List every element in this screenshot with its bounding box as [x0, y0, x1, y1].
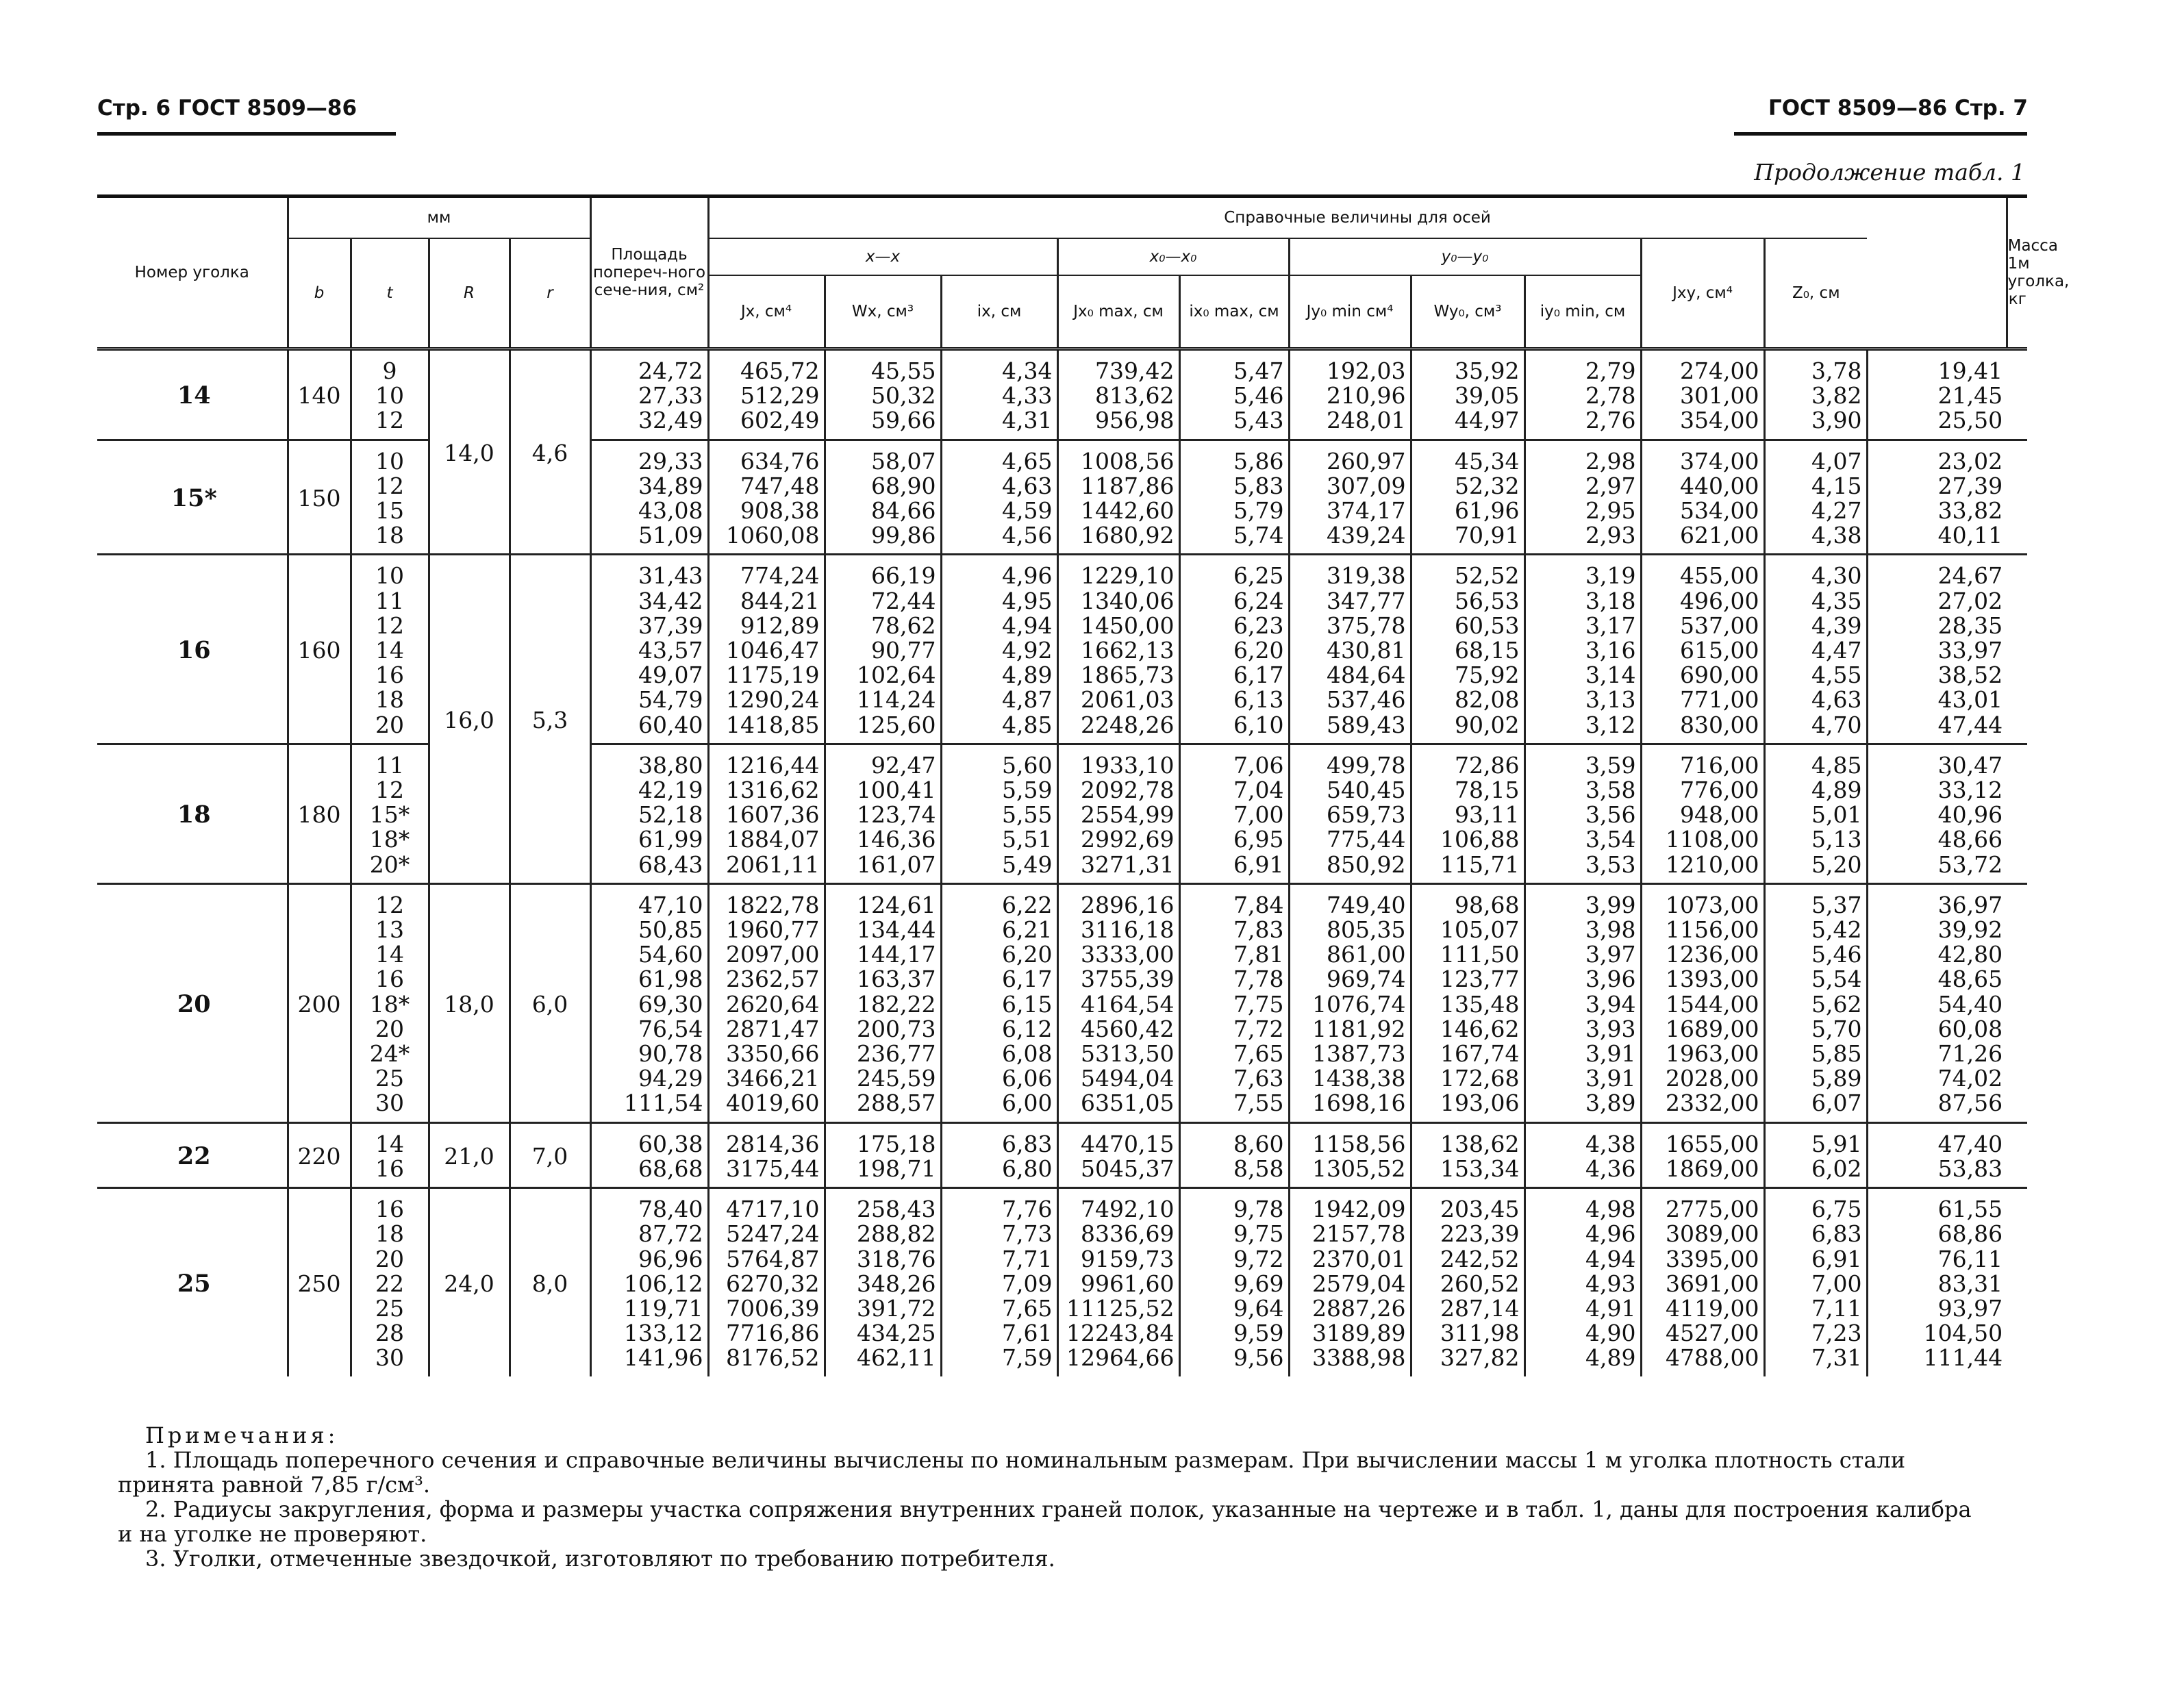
cell-iy0: 3,99 3,98 3,97 3,96 3,94 3,93 3,91 3,91 3,89	[1524, 883, 1641, 1122]
cell-Wy0: 138,62 153,34	[1411, 1122, 1524, 1187]
head-number: Номер уголка	[134, 264, 249, 281]
cell-Wy0: 45,34 52,32 61,96 70,91	[1411, 440, 1524, 555]
head-z0: Z₀, см	[1764, 238, 1867, 349]
cell-mass: 47,40 53,83	[1867, 1122, 2007, 1187]
cell-number: 16	[177, 636, 211, 665]
cell-b: 220	[288, 1122, 351, 1187]
cell-number: 25	[177, 1269, 211, 1298]
table-row	[97, 555, 2027, 744]
cell-R: 21,0	[429, 1122, 510, 1187]
cell-R: 18,0	[429, 883, 510, 1122]
cell-iy0: 2,98 2,97 2,95 2,93	[1524, 440, 1641, 555]
cell-Wy0: 98,68 105,07 111,50 123,77 135,48 146,62 167,74 172,68 193,06	[1411, 883, 1524, 1122]
cell-ix: 4,96 4,95 4,94 4,92 4,89 4,87 4,85	[941, 555, 1057, 744]
cell-R: 24,0	[429, 1188, 510, 1376]
cell-area: 31,43 34,42 37,39 43,57 49,07 54,79 60,40	[590, 555, 708, 744]
cell-Ix0: 7492,10 8336,69 9159,73 9961,60 11125,52 12243,84 12964,66	[1057, 1188, 1179, 1376]
cell-Ixy: 274,00 301,00 354,00	[1641, 349, 1764, 440]
head-axis-y0y0: y₀—y₀	[1289, 238, 1641, 275]
cell-iy0: 3,19 3,18 3,17 3,16 3,14 3,13 3,12	[1524, 555, 1641, 744]
cell-Iy0: 1158,56 1305,52	[1289, 1122, 1411, 1187]
page-header-right: ГОСТ 8509—86 Стр. 7	[1768, 96, 2028, 121]
cell-ix0: 9,78 9,75 9,72 9,69 9,64 9,59 9,56	[1179, 1188, 1289, 1376]
table-continuation-title: Продолжение табл. 1	[1754, 159, 2025, 186]
cell-t: 10 12 15 18	[351, 440, 429, 555]
cell-mass: 19,41 21,45 25,50	[1867, 349, 2007, 440]
head-Ix: Jx, см⁴	[708, 275, 825, 349]
cell-Wy0: 35,92 39,05 44,97	[1411, 349, 1524, 440]
cell-Iy0: 1942,09 2157,78 2370,01 2579,04 2887,26 3189,89 3388,98	[1289, 1188, 1411, 1376]
cell-Iy0: 192,03 210,96 248,01	[1289, 349, 1411, 440]
cell-z0: 4,85 4,89 5,01 5,13 5,20	[1764, 744, 1867, 883]
table-row	[97, 883, 2027, 1122]
cell-R: 14,0	[429, 349, 510, 555]
cell-iy0: 2,79 2,78 2,76	[1524, 349, 1641, 440]
cell-number: 18	[177, 801, 211, 829]
cell-Wx: 124,61 134,44 144,17 163,37 182,22 200,73 236,77 245,59 288,57	[825, 883, 941, 1122]
cell-Iy0: 749,40 805,35 861,00 969,74 1076,74 1181,92 1387,73 1438,38 1698,16	[1289, 883, 1411, 1122]
cell-R: 16,0	[429, 555, 510, 883]
table-row	[97, 744, 2027, 883]
head-reference: Справочные величины для осей	[708, 197, 2007, 239]
note-2: 2. Радиусы закругления, форма и размеры участка сопряжения внутренних граней полок, указанные на чертеже и в табл. 1, даны для построения калибра	[145, 1496, 1972, 1522]
cell-ix0: 8,60 8,58	[1179, 1122, 1289, 1187]
cell-Wy0: 203,45 223,39 242,52 260,52 287,14 311,98 327,82	[1411, 1188, 1524, 1376]
cell-Iy0: 260,97 307,09 374,17 439,24	[1289, 440, 1411, 555]
cell-area: 38,80 42,19 52,18 61,99 68,43	[590, 744, 708, 883]
head-axis-xx: x—x	[708, 238, 1057, 275]
cell-ix: 6,83 6,80	[941, 1122, 1057, 1187]
head-Wx: Wx, см³	[825, 275, 941, 349]
cell-number: 14	[177, 381, 211, 410]
cell-area: 60,38 68,68	[590, 1122, 708, 1187]
head-Iy0: Jy₀ min см⁴	[1289, 275, 1411, 349]
cell-Ixy: 374,00 440,00 534,00 621,00	[1641, 440, 1764, 555]
cell-iy0: 3,59 3,58 3,56 3,54 3,53	[1524, 744, 1641, 883]
head-iy0: iy₀ min, см	[1524, 275, 1641, 349]
cell-iy0: 4,98 4,96 4,94 4,93 4,91 4,90 4,89	[1524, 1188, 1641, 1376]
head-axis-x0x0: x₀—x₀	[1057, 238, 1289, 275]
cell-t: 16 18 20 22 25 28 30	[351, 1188, 429, 1376]
head-Wy0: Wy₀, см³	[1411, 275, 1524, 349]
head-mm: мм	[288, 197, 590, 239]
head-area: Площадь попереч-ного сече-ния, см²	[590, 197, 708, 349]
cell-ix0: 5,86 5,83 5,79 5,74	[1179, 440, 1289, 555]
table-row	[97, 349, 2027, 440]
header-rule-right	[1734, 132, 2027, 136]
cell-mass: 30,47 33,12 40,96 48,66 53,72	[1867, 744, 2007, 883]
cell-r: 8,0	[510, 1188, 590, 1376]
note-1: 1. Площадь поперечного сечения и справочные величины вычислены по номинальным размерам. При вычислении массы 1 м уголка плотность стали	[145, 1447, 1906, 1473]
head-ix0: ix₀ max, см	[1179, 275, 1289, 349]
cell-ix: 4,65 4,63 4,59 4,56	[941, 440, 1057, 555]
cell-area: 24,72 27,33 32,49	[590, 349, 708, 440]
cell-number: 15*	[171, 483, 217, 512]
head-r: r	[510, 238, 590, 349]
cell-t: 10 11 12 14 16 18 20	[351, 555, 429, 744]
cell-r: 7,0	[510, 1122, 590, 1187]
cell-b: 200	[288, 883, 351, 1122]
cell-area: 29,33 34,89 43,08 51,09	[590, 440, 708, 555]
cell-Ixy: 716,00 776,00 948,00 1108,00 1210,00	[1641, 744, 1764, 883]
cell-ix: 4,34 4,33 4,31	[941, 349, 1057, 440]
cell-ix0: 7,06 7,04 7,00 6,95 6,91	[1179, 744, 1289, 883]
cell-iy0: 4,38 4,36	[1524, 1122, 1641, 1187]
cell-Ix0: 739,42 813,62 956,98	[1057, 349, 1179, 440]
cell-number: 20	[177, 990, 211, 1018]
header-rule-left	[97, 132, 396, 136]
cell-Iy0: 499,78 540,45 659,73 775,44 850,92	[1289, 744, 1411, 883]
cell-t: 9 10 12	[351, 349, 429, 440]
cell-mass: 23,02 27,39 33,82 40,11	[1867, 440, 2007, 555]
table-row	[97, 1122, 2027, 1187]
cell-t: 12 13 14 16 18* 20 24* 25 30	[351, 883, 429, 1122]
cell-Wx: 58,07 68,90 84,66 99,86	[825, 440, 941, 555]
cell-b: 160	[288, 555, 351, 744]
cell-z0: 4,30 4,35 4,39 4,47 4,55 4,63 4,70	[1764, 555, 1867, 744]
angle-profile-table	[97, 194, 2070, 1376]
note-2-continued: и на уголке не проверяют.	[118, 1521, 427, 1547]
head-ix: ix, см	[941, 275, 1057, 349]
cell-ix: 5,60 5,59 5,55 5,51 5,49	[941, 744, 1057, 883]
cell-t: 11 12 15* 18* 20*	[351, 744, 429, 883]
cell-Ix0: 1229,10 1340,06 1450,00 1662,13 1865,73 2061,03 2248,26	[1057, 555, 1179, 744]
cell-Ix: 634,76 747,48 908,38 1060,08	[708, 440, 825, 555]
cell-Ix: 1216,44 1316,62 1607,36 1884,07 2061,11	[708, 744, 825, 883]
cell-b: 250	[288, 1188, 351, 1376]
cell-Ix0: 2896,16 3116,18 3333,00 3755,39 4164,54 4560,42 5313,50 5494,04 6351,05	[1057, 883, 1179, 1122]
cell-Ixy: 1655,00 1869,00	[1641, 1122, 1764, 1187]
cell-ix: 6,22 6,21 6,20 6,17 6,15 6,12 6,08 6,06 6,00	[941, 883, 1057, 1122]
cell-z0: 5,37 5,42 5,46 5,54 5,62 5,70 5,85 5,89 6,07	[1764, 883, 1867, 1122]
cell-Wy0: 52,52 56,53 60,53 68,15 75,92 82,08 90,02	[1411, 555, 1524, 744]
cell-r: 5,3	[510, 555, 590, 883]
cell-Wx: 45,55 50,32 59,66	[825, 349, 941, 440]
cell-Wx: 258,43 288,82 318,76 348,26 391,72 434,25 462,11	[825, 1188, 941, 1376]
cell-area: 47,10 50,85 54,60 61,98 69,30 76,54 90,78 94,29 111,54	[590, 883, 708, 1122]
cell-b: 180	[288, 744, 351, 883]
note-3: 3. Уголки, отмеченные звездочкой, изготовляют по требованию потребителя.	[145, 1546, 1055, 1572]
note-1-continued: принята равной 7,85 г/см³.	[118, 1472, 431, 1498]
cell-z0: 5,91 6,02	[1764, 1122, 1867, 1187]
cell-b: 150	[288, 440, 351, 555]
head-R: R	[429, 238, 510, 349]
table-row	[97, 440, 2027, 555]
head-Ix0: Jx₀ max, см	[1057, 275, 1179, 349]
head-mass: Масса 1м уголка, кг	[2007, 197, 2027, 349]
head-t: t	[351, 238, 429, 349]
cell-ix0: 5,47 5,46 5,43	[1179, 349, 1289, 440]
cell-Ix: 774,24 844,21 912,89 1046,47 1175,19 1290,24 1418,85	[708, 555, 825, 744]
table-row	[97, 1188, 2027, 1376]
cell-Ix: 465,72 512,29 602,49	[708, 349, 825, 440]
cell-ix0: 7,84 7,83 7,81 7,78 7,75 7,72 7,65 7,63 7,55	[1179, 883, 1289, 1122]
cell-mass: 36,97 39,92 42,80 48,65 54,40 60,08 71,26 74,02 87,56	[1867, 883, 2007, 1122]
cell-Wx: 92,47 100,41 123,74 146,36 161,07	[825, 744, 941, 883]
head-b: b	[288, 238, 351, 349]
cell-z0: 6,75 6,83 6,91 7,00 7,11 7,23 7,31	[1764, 1188, 1867, 1376]
cell-Ix: 1822,78 1960,77 2097,00 2362,57 2620,64 2871,47 3350,66 3466,21 4019,60	[708, 883, 825, 1122]
cell-Ix0: 4470,15 5045,37	[1057, 1122, 1179, 1187]
cell-Ix0: 1008,56 1187,86 1442,60 1680,92	[1057, 440, 1179, 555]
cell-z0: 4,07 4,15 4,27 4,38	[1764, 440, 1867, 555]
cell-z0: 3,78 3,82 3,90	[1764, 349, 1867, 440]
cell-mass: 24,67 27,02 28,35 33,97 38,52 43,01 47,44	[1867, 555, 2007, 744]
cell-Wy0: 72,86 78,15 93,11 106,88 115,71	[1411, 744, 1524, 883]
head-Ixy: Jxy, см⁴	[1641, 238, 1764, 349]
notes-section	[118, 1422, 2029, 1572]
cell-Iy0: 319,38 347,77 375,78 430,81 484,64 537,46 589,43	[1289, 555, 1411, 744]
cell-Ixy: 2775,00 3089,00 3395,00 3691,00 4119,00 4527,00 4788,00	[1641, 1188, 1764, 1376]
cell-number: 22	[177, 1142, 211, 1170]
notes-title: Примечания:	[145, 1422, 339, 1448]
cell-r: 6,0	[510, 883, 590, 1122]
cell-b: 140	[288, 349, 351, 440]
cell-Wx: 175,18 198,71	[825, 1122, 941, 1187]
cell-Ix: 2814,36 3175,44	[708, 1122, 825, 1187]
cell-t: 14 16	[351, 1122, 429, 1187]
cell-area: 78,40 87,72 96,96 106,12 119,71 133,12 141,96	[590, 1188, 708, 1376]
cell-Wx: 66,19 72,44 78,62 90,77 102,64 114,24 125,60	[825, 555, 941, 744]
cell-Ix0: 1933,10 2092,78 2554,99 2992,69 3271,31	[1057, 744, 1179, 883]
cell-Ixy: 455,00 496,00 537,00 615,00 690,00 771,00 830,00	[1641, 555, 1764, 744]
cell-ix: 7,76 7,73 7,71 7,09 7,65 7,61 7,59	[941, 1188, 1057, 1376]
cell-Ix: 4717,10 5247,24 5764,87 6270,32 7006,39 7716,86 8176,52	[708, 1188, 825, 1376]
cell-mass: 61,55 68,86 76,11 83,31 93,97 104,50 111,44	[1867, 1188, 2007, 1376]
page-header-left: Стр. 6 ГОСТ 8509—86	[97, 96, 357, 121]
cell-Ixy: 1073,00 1156,00 1236,00 1393,00 1544,00 1689,00 1963,00 2028,00 2332,00	[1641, 883, 1764, 1122]
cell-r: 4,6	[510, 349, 590, 555]
cell-ix0: 6,25 6,24 6,23 6,20 6,17 6,13 6,10	[1179, 555, 1289, 744]
